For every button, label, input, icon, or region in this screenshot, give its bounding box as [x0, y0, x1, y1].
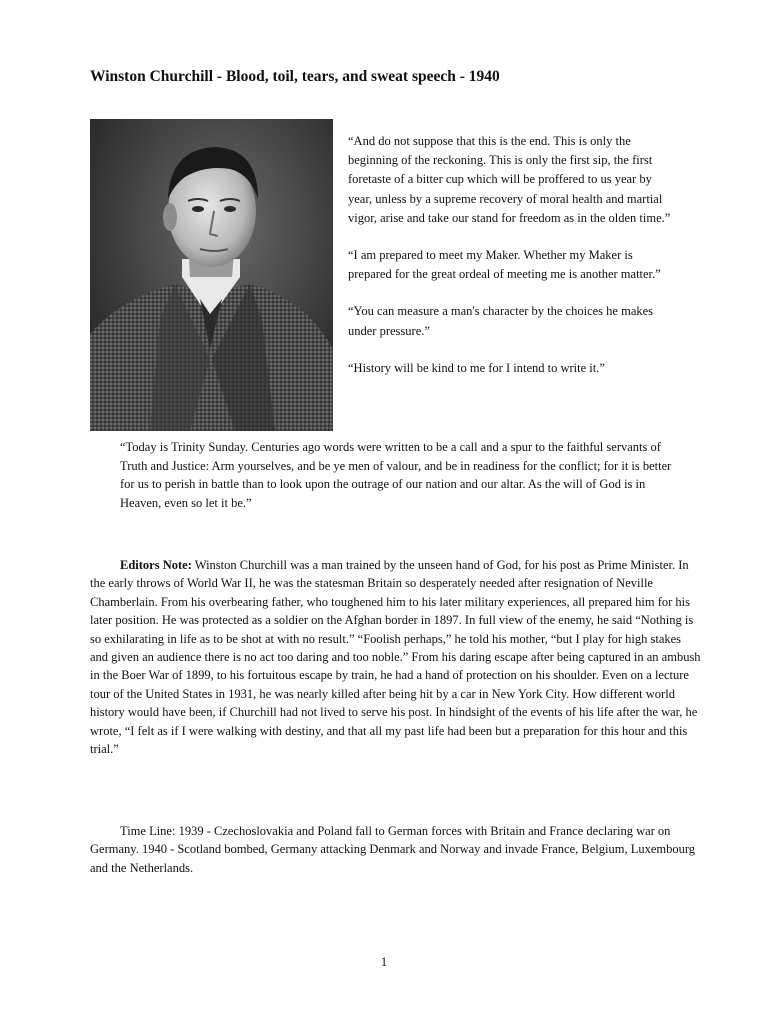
timeline: Time Line: 1939 - Czechoslovakia and Poland fall to German forces with Britain and France declaring war on Germany. 1940 - Scotland bombed, Germany attacking Denmark and Norway and invade France, Belgium, Luxembourg and the Netherlands. [90, 824, 696, 875]
quote-history: “History will be kind to me for I intend to write it.” [348, 360, 605, 375]
portrait-photo [90, 119, 333, 431]
editors-note [90, 556, 702, 758]
quote-maker: “I am prepared to meet my Maker. Whether my Maker is prepared for the great ordeal of meeting me is another matter.” [348, 248, 661, 282]
document-title: Winston Churchill - Blood, toil, tears, and sweat speech - 1940 [90, 68, 500, 85]
editors-note-body: Winston Churchill was a man trained by the unseen hand of God, for his post as Prime Minister. In the early throws of World War II, he was the statesman Britain so desperately needed after resignation of Neville Chamberlain. From his overbearing father, who toughened him to his later military experiences, all prepared him for his later position. He was protected as a soldier on the Afghan border in 1897. In full view of the enemy, he said “Nothing is so exhilarating in life as to be shot at with no result.” “Foolish perhaps,” he told his mother, “but I play for high stakes and given an audience there is no act too daring and too noble.” From his daring escape after being captured in an ambush in the Boer War of 1899, to his fortuitous escape by train, he had a hand of protection on his shoulder. Even on a lecture tour of the United States in 1931, he was nearly killed after being hit by a car in New York City. How different world history would have been, if Churchill had not lived to serve his post. In hindsight of the events of his life after the war, he wrote, “I felt as if I were walking with destiny, and that all my past life had been but a preparation for this hour and this trial.” [90, 558, 701, 757]
trinity-sunday-quote: “Today is Trinity Sunday. Centuries ago words were written to be a call and a spur to the faithful servants of Truth and Justice: Arm yourselves, and be ye men of valour, and be in readiness for the conflict; for it is better for us to perish in battle than to look upon the outrage of our nation and our altar. As the will of God is in Heaven, even so let it be.” [120, 440, 672, 510]
quote-character: “You can measure a man's character by the choices he makes under pressure.” [348, 304, 654, 338]
page-number: 1 [380, 955, 388, 969]
side-quotes [348, 132, 678, 396]
quote-reckoning: “And do not suppose that this is the end. This is only the beginning of the reckoning. This is only the first sip, the first foretaste of a bitter cup which will be proffered to us year by year, unless by a supreme recovery of moral health and martial vigor, arise and take our stand for freedom as in the olden time.” [348, 134, 671, 225]
portrait-image [90, 119, 333, 431]
editors-note-lead: Editors Note: [120, 558, 192, 572]
